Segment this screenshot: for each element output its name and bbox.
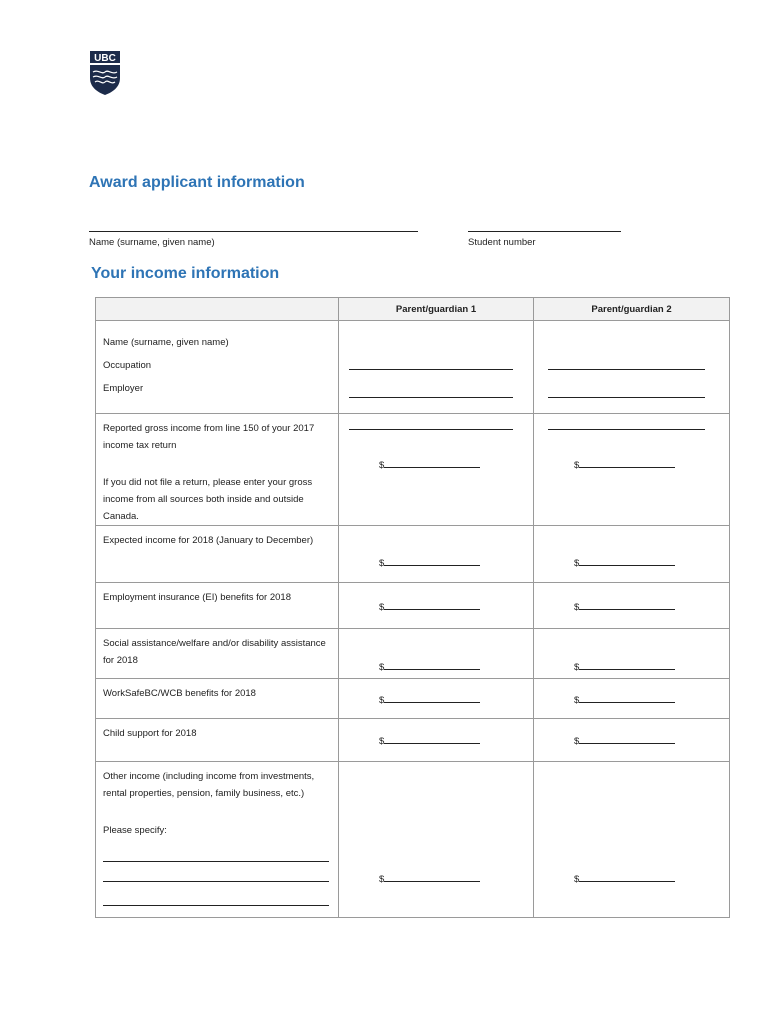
p2-name-field[interactable] <box>548 369 705 370</box>
row-label-employer: Employer <box>103 383 144 394</box>
row-label-ei: Employment insurance (EI) benefits for 2018 <box>103 592 291 603</box>
table-row-gross-income <box>96 414 730 526</box>
p1-gross-income-field[interactable] <box>384 458 480 468</box>
header-parent-1: Parent/guardian 1 <box>339 298 534 321</box>
dollar-sign: $ <box>574 874 580 885</box>
name-input-line[interactable] <box>89 231 418 232</box>
dollar-sign: $ <box>379 874 385 885</box>
p2-other-income-field[interactable] <box>579 872 675 882</box>
p2-ei-field[interactable] <box>579 600 675 610</box>
header-parent-2: Parent/guardian 2 <box>534 298 730 321</box>
dollar-sign: $ <box>379 695 385 706</box>
p2-social-assistance-field[interactable] <box>579 660 675 670</box>
dollar-sign: $ <box>574 602 580 613</box>
dollar-sign: $ <box>574 695 580 706</box>
dollar-sign: $ <box>379 558 385 569</box>
row-label-name: Name (surname, given name) <box>103 337 229 348</box>
p1-worksafe-field[interactable] <box>384 693 480 703</box>
section-title-applicant: Award applicant information <box>89 174 305 191</box>
header-blank <box>96 298 339 321</box>
row-label-occupation: Occupation <box>103 360 152 371</box>
p1-expected-income-field[interactable] <box>384 556 480 566</box>
other-specify-line-1[interactable] <box>103 861 329 862</box>
other-specify-line-3[interactable] <box>103 905 329 906</box>
row-label-other-income: Other income (including income from investments, rental properties, pension, family business, etc.) <box>103 771 315 799</box>
name-caption: Name (surname, given name) <box>89 237 215 248</box>
row-label-social-assistance: Social assistance/welfare and/or disability assistance for 2018 <box>103 638 326 666</box>
p1-social-assistance-field[interactable] <box>384 660 480 670</box>
table-row-child-support <box>96 719 730 762</box>
table-row-identity <box>96 321 730 414</box>
dollar-sign: $ <box>379 662 385 673</box>
row-label-worksafe: WorkSafeBC/WCB benefits for 2018 <box>103 688 256 699</box>
student-number-caption: Student number <box>468 237 536 248</box>
dollar-sign: $ <box>379 602 385 613</box>
dollar-sign: $ <box>574 460 580 471</box>
table-row-other-income <box>96 762 730 918</box>
row-label-child-support: Child support for 2018 <box>103 728 197 739</box>
table-row-ei <box>96 583 730 629</box>
p1-name-field[interactable] <box>349 369 513 370</box>
dollar-sign: $ <box>574 736 580 747</box>
table-row-worksafe <box>96 679 730 719</box>
row-label-gross-income: Reported gross income from line 150 of your 2017 income tax return <box>103 423 315 451</box>
section-title-income: Your income information <box>91 265 280 282</box>
p1-occupation-field[interactable] <box>349 397 513 398</box>
table-row-social-assistance <box>96 629 730 679</box>
dollar-sign: $ <box>574 558 580 569</box>
other-specify-line-2[interactable] <box>103 881 329 882</box>
p2-worksafe-field[interactable] <box>579 693 675 703</box>
row-note-gross-income: If you did not file a return, please enter your gross income from all sources both inside and outside Canada. <box>103 477 313 522</box>
p2-gross-income-field[interactable] <box>579 458 675 468</box>
p2-occupation-field[interactable] <box>548 397 705 398</box>
p2-child-support-field[interactable] <box>579 734 675 744</box>
p1-child-support-field[interactable] <box>384 734 480 744</box>
row-label-please-specify: Please specify: <box>103 825 167 836</box>
dollar-sign: $ <box>379 460 385 471</box>
income-table <box>95 297 730 918</box>
dollar-sign: $ <box>379 736 385 747</box>
dollar-sign: $ <box>574 662 580 673</box>
row-label-expected-income: Expected income for 2018 (January to December) <box>103 535 314 546</box>
ubc-crest-icon <box>89 50 121 96</box>
logo-text: UBC <box>94 53 116 64</box>
table-header-row <box>96 298 730 321</box>
p1-other-income-field[interactable] <box>384 872 480 882</box>
p1-ei-field[interactable] <box>384 600 480 610</box>
table-row-expected-income <box>96 526 730 583</box>
p2-expected-income-field[interactable] <box>579 556 675 566</box>
student-number-input-line[interactable] <box>468 231 621 232</box>
